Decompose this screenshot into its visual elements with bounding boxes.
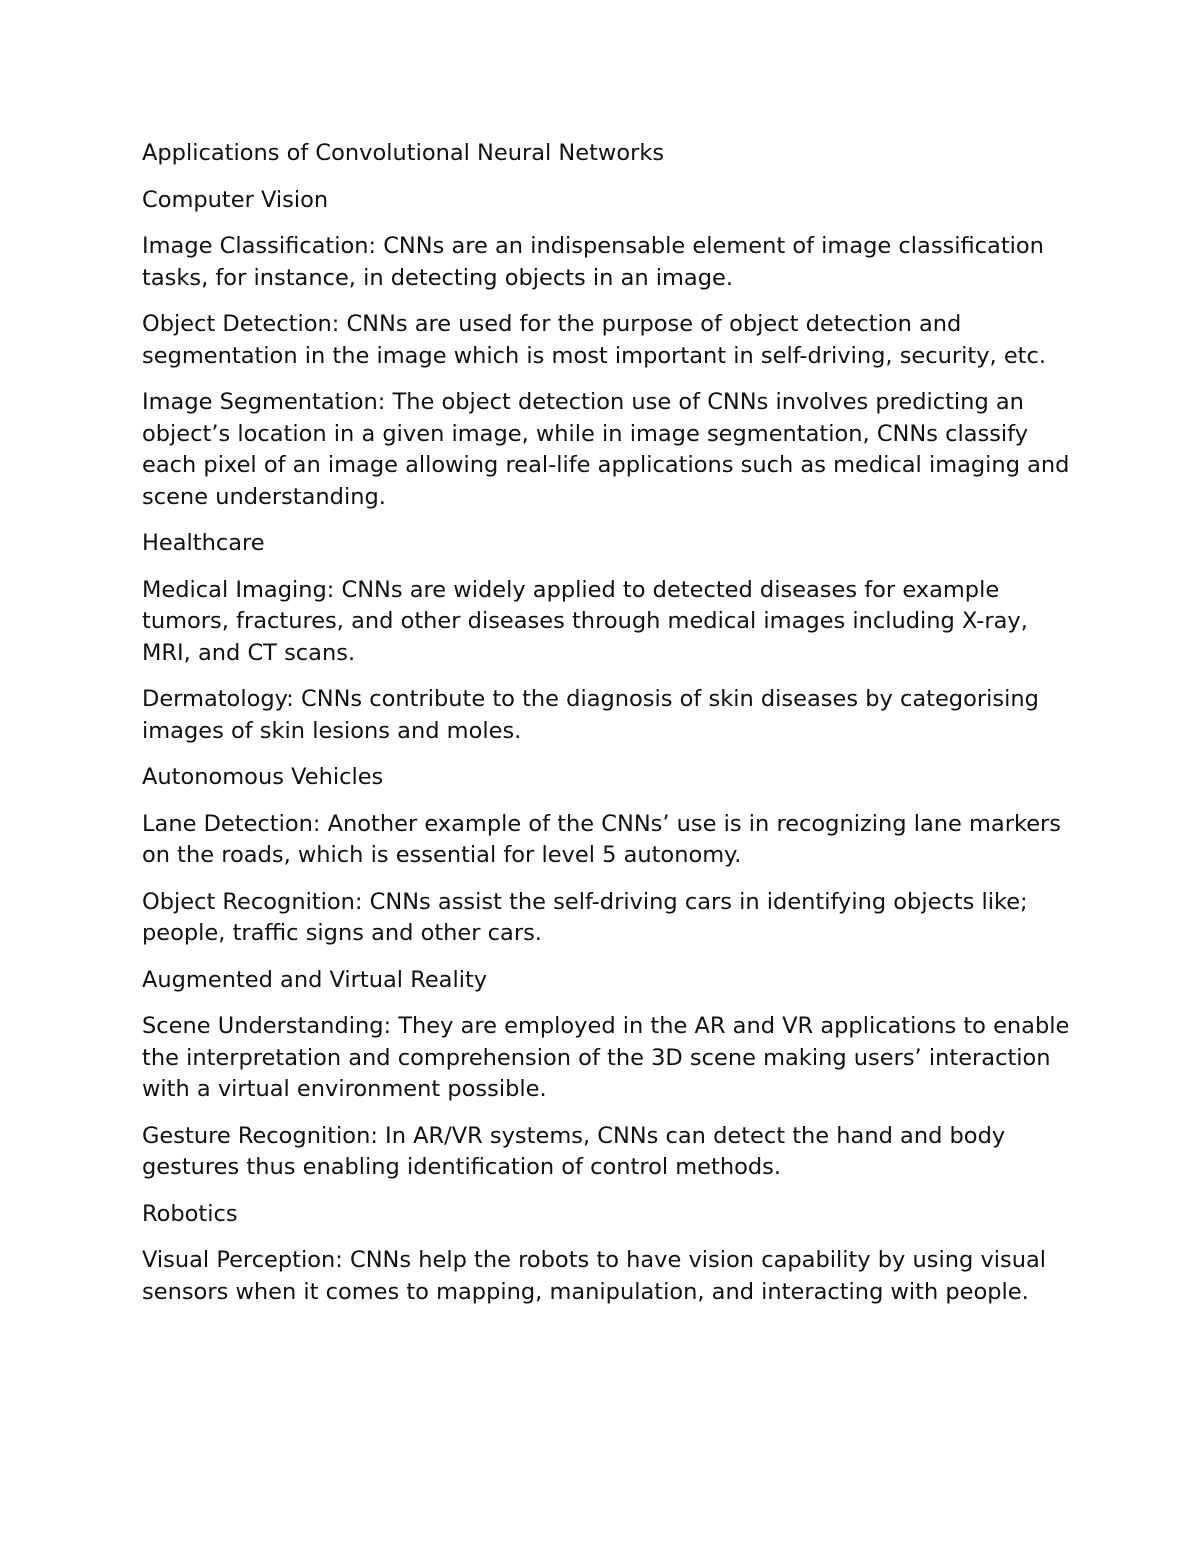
document-title: Applications of Convolutional Neural Networks	[142, 140, 665, 166]
section-heading-robotics: Robotics	[142, 1200, 238, 1227]
paragraph-lane-detection: Lane Detection: Another example of the CNNs’ use is in recognizing lane markers on the roads, which is essential for level 5 autonomy.	[142, 810, 1062, 868]
document-page	[142, 138, 1072, 1323]
paragraph-gesture-recognition: Gesture Recognition: In AR/VR systems, CNNs can detect the hand and body gestures thus enabling identification of control methods.	[142, 1122, 1006, 1180]
paragraph-image-segmentation: Image Segmentation: The object detection use of CNNs involves predicting an object’s location in a given image, while in image segmentation, CNNs classify each pixel of an image allowing real-life applications such as medical imaging and scene understanding.	[142, 389, 1070, 510]
paragraph-scene-understanding: Scene Understanding: They are employed in the AR and VR applications to enable the interpretation and comprehension of the 3D scene making users’ interaction with a virtual environment possible.	[142, 1013, 1070, 1102]
paragraph-object-recognition: Object Recognition: CNNs assist the self-driving cars in identifying objects like; people, traffic signs and other cars.	[142, 888, 1028, 946]
paragraph-dermatology: Dermatology: CNNs contribute to the diagnosis of skin diseases by categorising images of skin lesions and moles.	[142, 686, 1039, 744]
paragraph-visual-perception: Visual Perception: CNNs help the robots to have vision capability by using visual sensors when it comes to mapping, manipulation, and interacting with people.	[142, 1247, 1047, 1305]
paragraph-image-classification: Image Classification: CNNs are an indispensable element of image classification tasks, for instance, in detecting objects in an image.	[142, 233, 1044, 291]
section-heading-computer-vision: Computer Vision	[142, 186, 329, 213]
section-heading-augmented-virtual-reality: Augmented and Virtual Reality	[142, 966, 488, 993]
paragraph-object-detection: Object Detection: CNNs are used for the purpose of object detection and segmentation in the image which is most important in self-driving, security, etc.	[142, 311, 1047, 369]
section-heading-autonomous-vehicles: Autonomous Vehicles	[142, 764, 384, 790]
section-heading-healthcare: Healthcare	[142, 530, 265, 556]
paragraph-medical-imaging: Medical Imaging: CNNs are widely applied to detected diseases for example tumors, fractures, and other diseases through medical images including X-ray, MRI, and CT scans.	[142, 576, 1028, 666]
